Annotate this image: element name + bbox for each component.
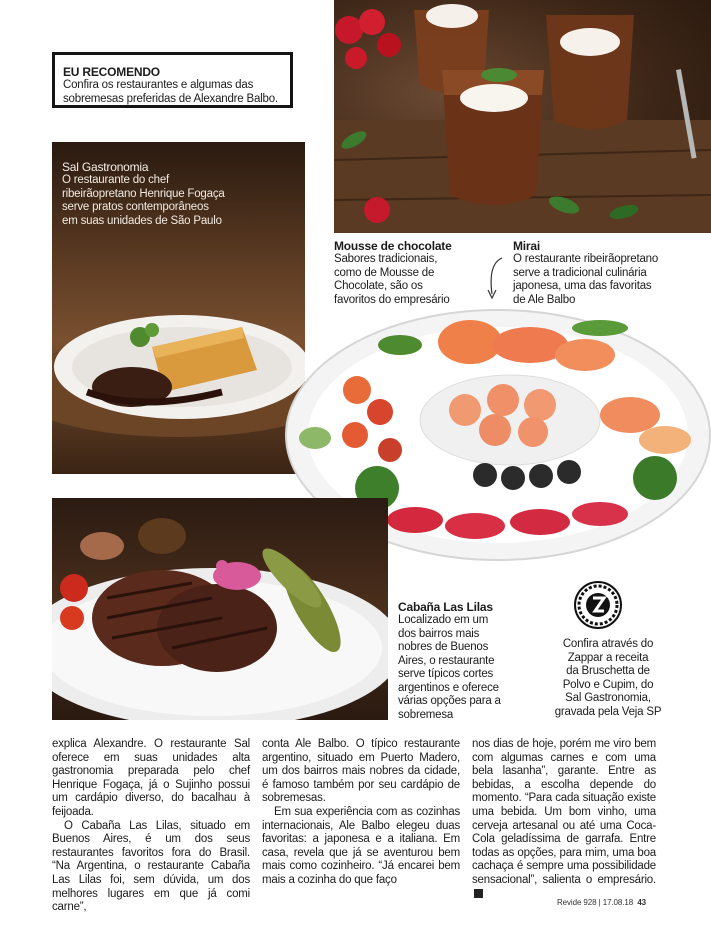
mirai-caption xyxy=(513,239,663,307)
zappar-caption-line: Sal Gastronomia, xyxy=(565,692,651,704)
mirai-caption-line: japonesa, uma das favoritas xyxy=(513,280,652,292)
recommend-title: EU RECOMENDO xyxy=(63,65,160,79)
beef-illustration xyxy=(52,498,388,720)
lilas-caption-line: nobres de Buenos xyxy=(398,641,489,653)
article-paragraph: nos dias de hoje, porém me viro bem com algumas carnes e com uma bela lasanha”, garante. Entre as bebidas, a escolha depende do momento. “Para cada situação existe uma bebida. Um bom vinho, uma cerveja artesanal ou até uma Coca-Cola geladíssima de garrafa. Entre todas as opções, para mim, uma boa cachaça é sempre uma possibilidade sensacional”, salienta o empresário. xyxy=(472,738,656,886)
article-paragraph: explica Alexandre. O restaurante Sal oferece em suas unidades alta gastronomia preparada pelo chef Henrique Fogaça, já o Sujinho possui um cardápio diverso, do bacalhau à feijoada. xyxy=(52,738,250,818)
page-footer: Revide 928 | 17.08.18 43 xyxy=(557,898,647,907)
sal-caption-line: em suas unidades de São Paulo xyxy=(62,214,222,227)
lilas-caption xyxy=(398,600,506,722)
lilas-caption-line: argentinos e oferece xyxy=(398,681,499,694)
recommend-body: Confira os restaurantes e algumas das sobremesas preferidas de Alexandre Balbo. xyxy=(63,79,278,105)
article-column-1 xyxy=(52,738,250,915)
zappar-caption-line: Confira através do xyxy=(562,638,654,650)
zappar-caption-line: Zappar a receita xyxy=(567,651,649,664)
photo-cabana-las-lilas xyxy=(52,498,388,720)
mirai-caption-line: serve a tradicional culinária xyxy=(513,266,647,279)
sal-caption xyxy=(62,160,292,228)
lilas-caption-line: dos bairros mais xyxy=(398,627,480,640)
mousse-caption-line: Chocolate, são os xyxy=(334,280,423,292)
article-column-2 xyxy=(262,738,460,888)
lilas-caption-line: Aires, o restaurante xyxy=(398,654,495,667)
sal-caption-line: ribeirãopretano Henrique Fogaça xyxy=(62,187,225,200)
article-paragraph: O Cabaña Las Lilas, situado em Buenos Aires, é um dos seus restaurantes favoritos fora do Brasil. “Na Argentina, o restaurante Cabaña Las Lilas foi, sem dúvida, um dos melhores lugares em que já comi carne”, xyxy=(52,819,250,914)
lilas-caption-line: várias opções para a xyxy=(398,695,501,707)
zappar-caption-line: gravada pela Veja SP xyxy=(554,705,662,718)
sal-caption-line: serve pratos contemporâneos xyxy=(62,201,209,213)
mousse-caption-title: Mousse de chocolate xyxy=(334,239,452,253)
mousse-caption-line: como de Mousse de xyxy=(334,266,435,279)
page-number: 43 xyxy=(637,898,647,907)
footer-magazine: Revide 928 xyxy=(557,898,597,907)
zappar-caption xyxy=(538,638,678,719)
mousse-caption xyxy=(334,239,459,307)
mousse-caption-line: Sabores tradicionais, xyxy=(334,253,438,265)
mirai-caption-line: O restaurante ribeirãopretano xyxy=(513,253,659,265)
mirai-caption-title: Mirai xyxy=(513,239,541,253)
lilas-caption-line: sobremesa xyxy=(398,708,454,721)
recommend-box xyxy=(52,52,293,108)
zappar-caption-line: da Bruschetta de xyxy=(566,665,650,677)
article-column-3 xyxy=(472,738,656,901)
footer-date: 17.08.18 xyxy=(602,898,634,907)
sal-caption-title: Sal Gastronomia xyxy=(62,160,149,174)
lilas-caption-title: Cabaña Las Lilas xyxy=(398,600,493,614)
mousse-illustration xyxy=(334,0,711,233)
sal-caption-line: O restaurante do chef xyxy=(62,174,170,186)
mousse-caption-line: favoritos do empresário xyxy=(334,293,450,306)
lilas-caption-line: serve típicos cortes xyxy=(398,668,494,680)
article-paragraph-end xyxy=(472,738,656,901)
end-of-article-icon xyxy=(474,889,483,898)
article-paragraph: conta Ale Balbo. O típico restaurante argentino, situado em Puerto Madero, um dos bairros mais nobres da cidade, é famoso também por seu cardápio de sobremesas. xyxy=(262,738,460,805)
curved-arrow-icon xyxy=(484,254,506,302)
zappar-code-icon[interactable] xyxy=(573,580,623,630)
article-paragraph: Em sua experiência com as cozinhas internacionais, Ale Balbo elegeu duas favoritas: a japonesa e a italiana. Em casa, revela que já se aventurou bem mais como cozinheiro. “Já encarei bem mais a cozinha do que faço xyxy=(262,805,460,886)
photo-chocolate-mousse xyxy=(334,0,711,233)
zappar-caption-line: Polvo e Cupim, do xyxy=(562,678,654,691)
lilas-caption-line: Localizado em um xyxy=(398,614,489,626)
mirai-caption-line: de Ale Balbo xyxy=(513,293,576,306)
